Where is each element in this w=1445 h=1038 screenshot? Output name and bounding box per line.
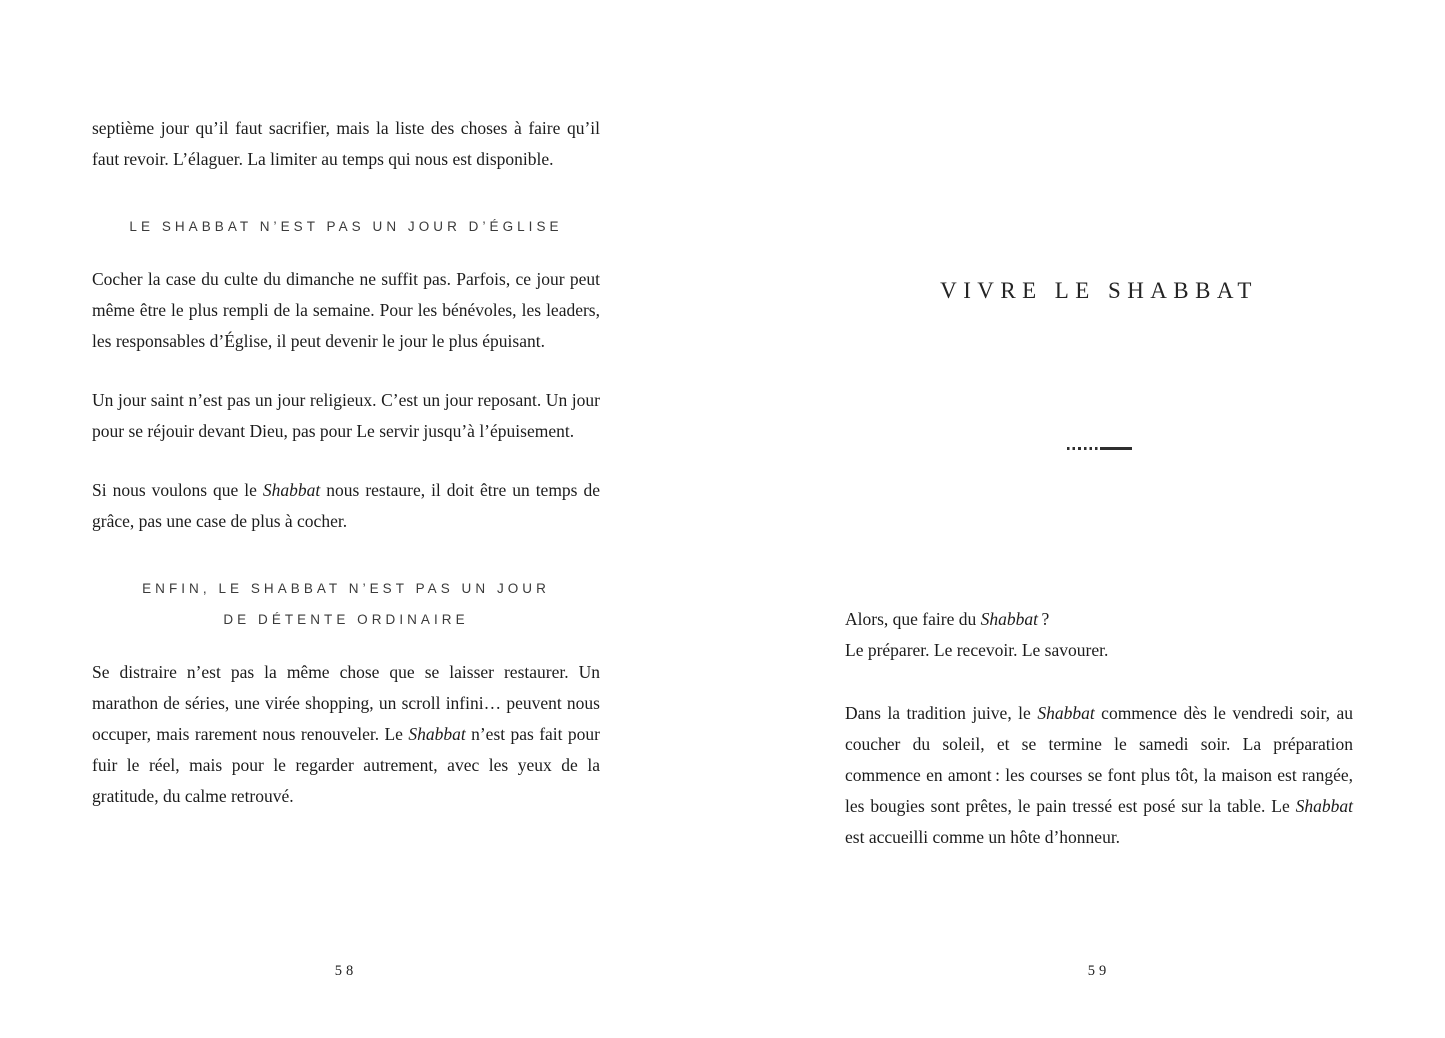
text-run: Se distraire n’est pas la même chose que se laisser restaurer. Un marathon de séries, une virée shopping, un scroll infini… peuvent nous occuper, mais rarement nous renouveler. Le [92, 662, 600, 744]
text-run: Dans la tradition juive, le [845, 703, 1038, 723]
page-left [0, 0, 722, 1038]
italic-term: Shabbat [980, 609, 1038, 629]
text-run: commence dès le vendredi soir, au coucher du soleil, et se termine le samedi soir. La préparation commence en amont : les courses se font plus tôt, la maison est rangée, les bougies sont prêtes, le pain tressé est posé sur la table. Le [845, 703, 1354, 816]
text-run: septième jour qu’il faut sacrifier, mais la liste des choses à faire qu’il faut revoir. L’élaguer. La limiter au temps qui nous est disponible. [92, 118, 600, 169]
text-run: Le préparer. Le recevoir. Le savourer. [845, 640, 1109, 660]
paragraph [92, 475, 600, 537]
page-right-content [845, 604, 1353, 853]
line-group [845, 604, 1353, 666]
text-run: Alors, que faire du [845, 609, 981, 629]
text-line [845, 635, 1353, 666]
paragraph [92, 113, 600, 175]
page-right [722, 0, 1445, 1038]
heading-line: ENFIN, LE SHABBAT N’EST PAS UN JOUR [142, 581, 550, 596]
text-run: ? [1037, 609, 1050, 629]
paragraph [92, 657, 600, 812]
page-number-left: 58 [334, 963, 358, 979]
heading-line: LE SHABBAT N’EST PAS UN JOUR D’ÉGLISE [129, 219, 563, 234]
text-run: n’est pas fait pour fuir le réel, mais pour le regarder autrement, avec les yeux de la gratitude, du calme retrouvé. [92, 724, 600, 806]
text-run: Si nous voulons que le [92, 480, 263, 500]
section-heading [92, 573, 600, 635]
section-heading [92, 211, 600, 242]
heading-line: DE DÉTENTE ORDINAIRE [223, 612, 469, 627]
page-number-right: 59 [1087, 963, 1111, 979]
italic-term: Shabbat [1037, 703, 1095, 723]
italic-term: Shabbat [1295, 796, 1353, 816]
text-run: est accueilli comme un hôte d’honneur. [845, 827, 1121, 847]
text-run: Un jour saint n’est pas un jour religieux. C’est un jour reposant. Un jour pour se réjouir devant Dieu, pas pour Le servir jusqu’à l’épuisement. [92, 390, 600, 441]
page-left-content [92, 113, 600, 812]
chapter-title: VIVRE LE SHABBAT [940, 278, 1258, 303]
section-divider [845, 447, 1353, 450]
italic-term: Shabbat [262, 480, 321, 500]
text-line [845, 604, 1353, 635]
text-run: Cocher la case du culte du dimanche ne suffit pas. Parfois, ce jour peut même être le plus rempli de la semaine. Pour les bénévoles, les leaders, les responsables d’Église, il peut devenir le jour le plus épuisant. [92, 269, 600, 351]
text-run: nous restaure, il doit être un temps de grâce, pas une case de plus à cocher. [92, 480, 600, 531]
divider-dash-icon [1100, 447, 1132, 450]
paragraph [845, 698, 1353, 853]
paragraph [92, 264, 600, 357]
divider-dots-icon [1067, 447, 1100, 450]
italic-term: Shabbat [408, 724, 466, 744]
paragraph [92, 385, 600, 447]
